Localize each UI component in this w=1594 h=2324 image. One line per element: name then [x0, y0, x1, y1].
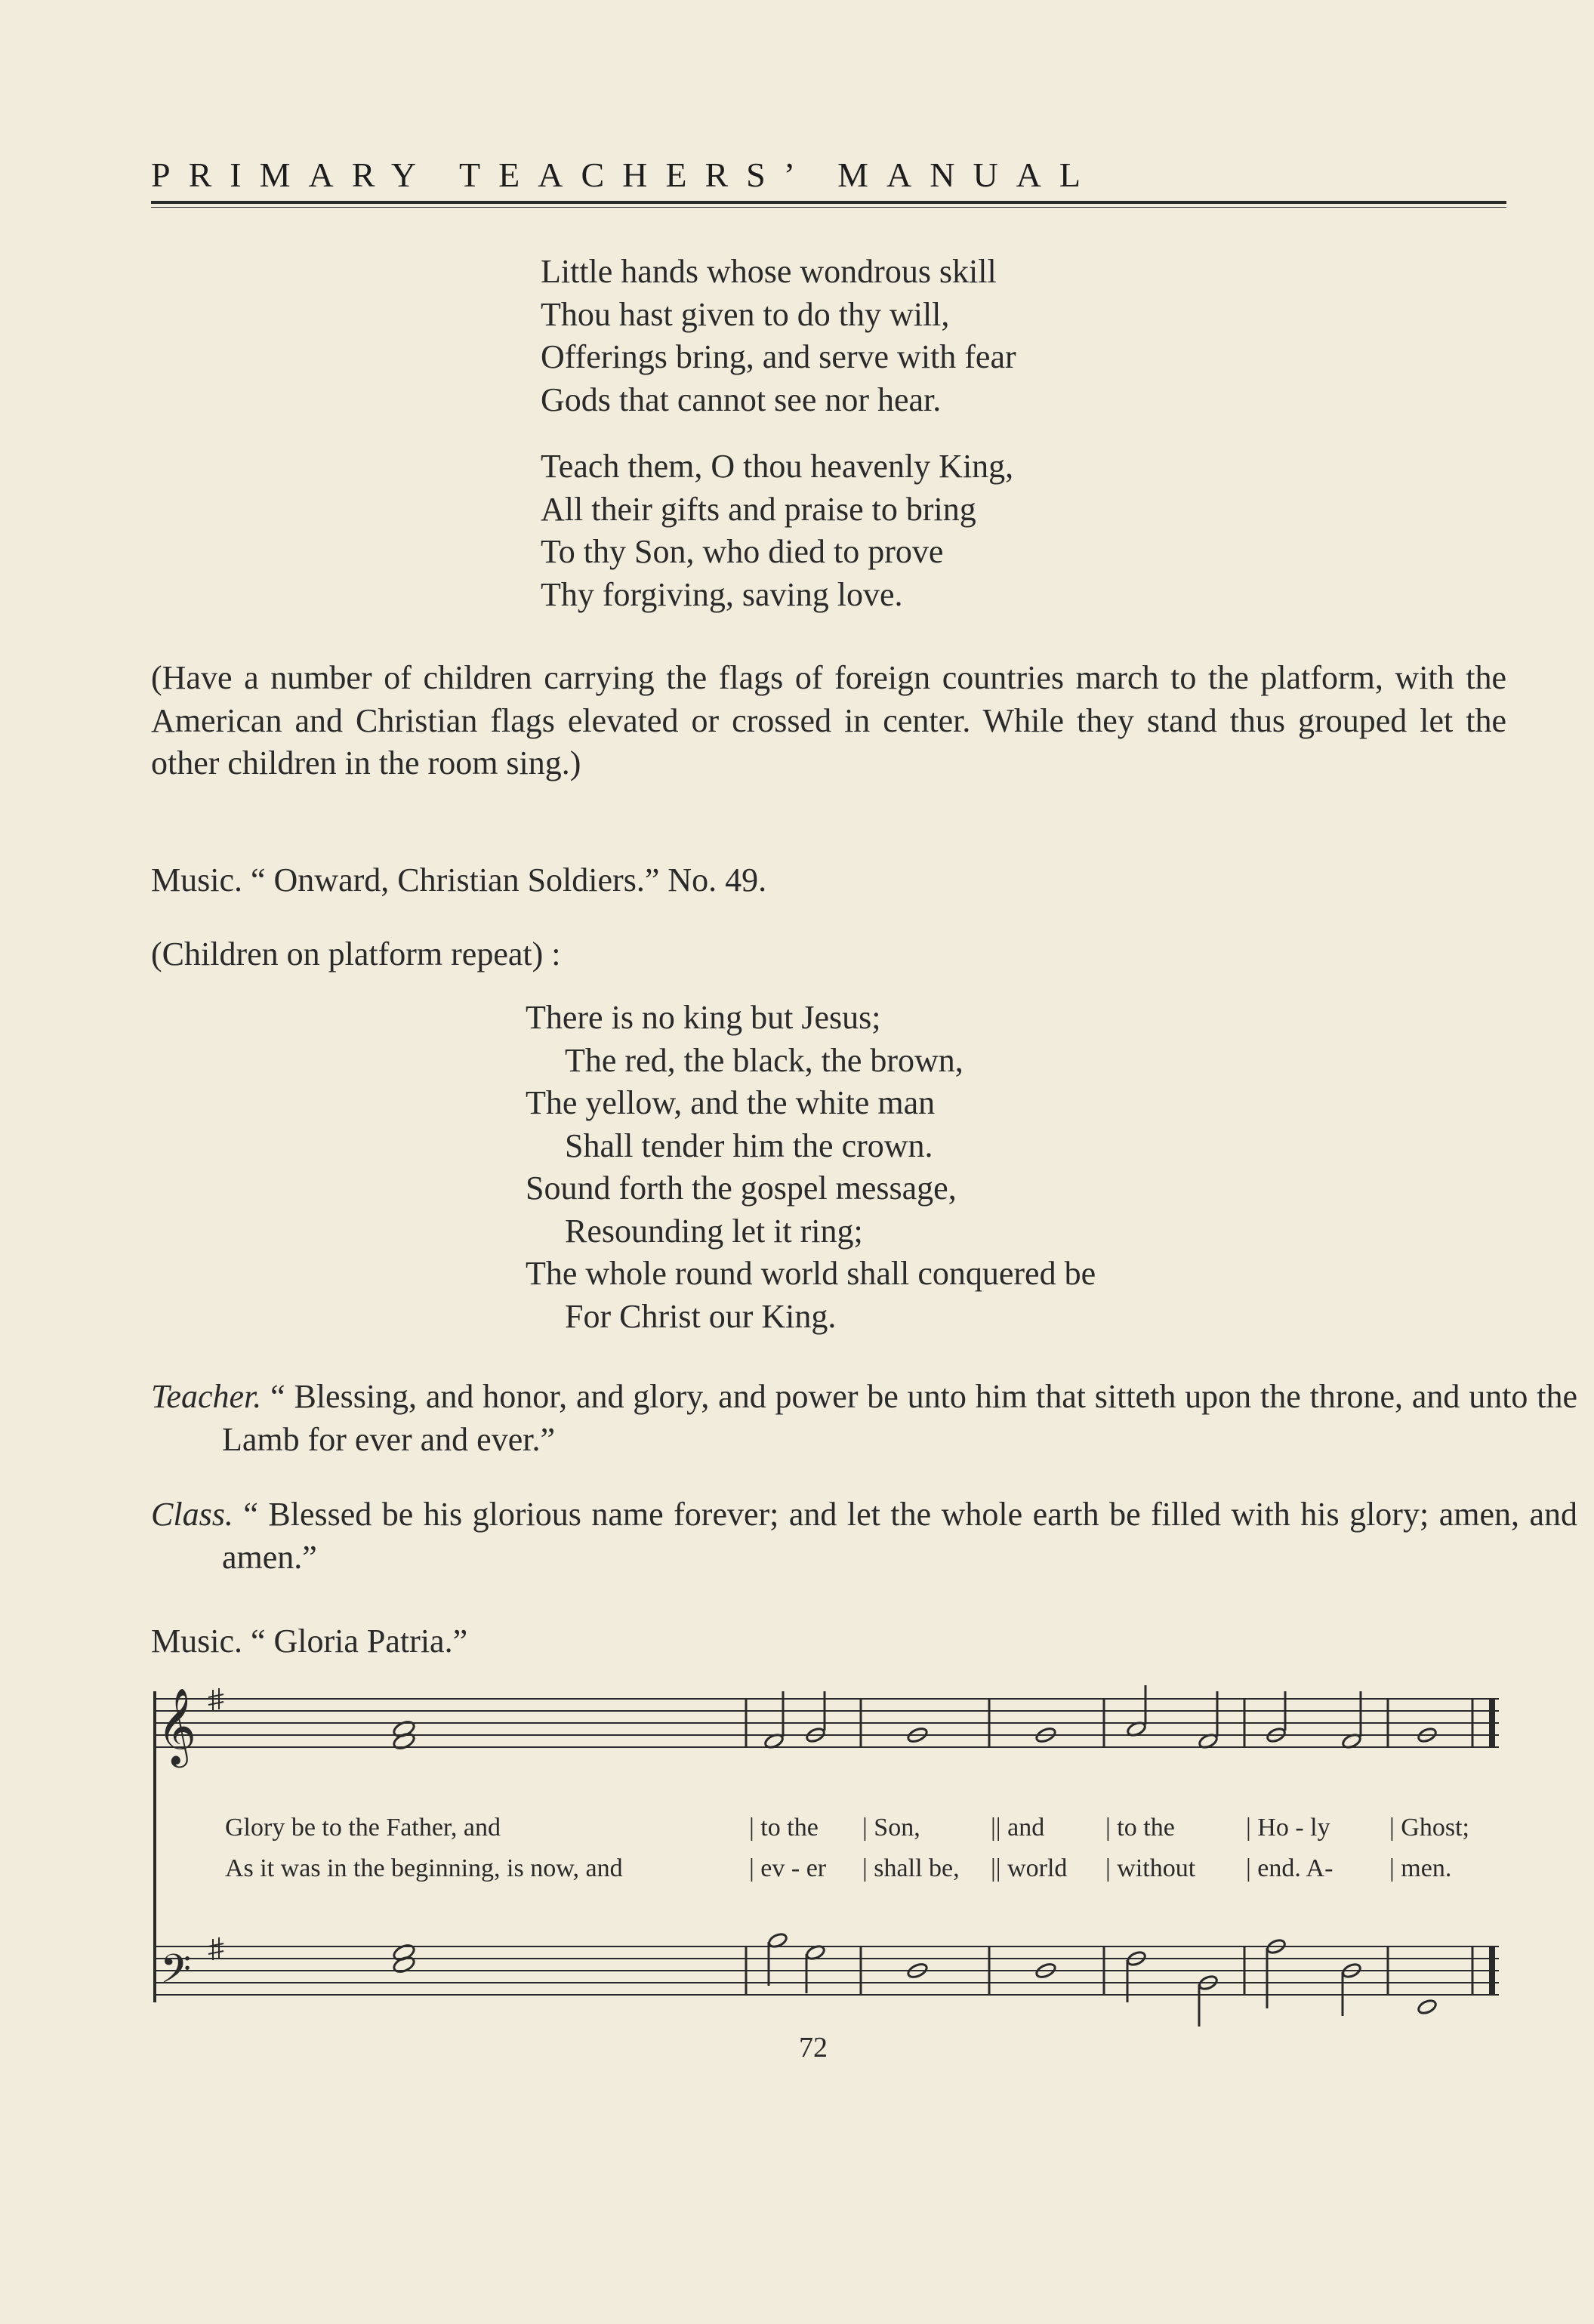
treble-clef-icon: 𝄞	[157, 1687, 197, 1765]
lyric-syllable: | men.	[1389, 1854, 1452, 1882]
lyric-syllable: | end. A-	[1246, 1854, 1333, 1882]
verse-line: Little hands whose wondrous skill	[541, 253, 997, 290]
lyric-syllable: | Ghost;	[1389, 1814, 1469, 1842]
music-onward: Music. “ Onward, Christian Soldiers.” No. 49.	[151, 861, 767, 898]
lyrics-line-1	[225, 1811, 1469, 1845]
verse-line: Gods that cannot see nor hear.	[541, 381, 942, 418]
bass-clef-icon: 𝄢	[160, 1946, 192, 2002]
lyric-syllable: | to the	[749, 1814, 819, 1842]
verse-line: The yellow, and the white man	[526, 1084, 936, 1121]
lyric-syllable: || world	[991, 1854, 1068, 1882]
response-text: “ Blessing, and honor, and glory, and power be unto him that sitteth upon the throne, and unto the Lamb for ever and ever.”	[222, 1378, 1578, 1458]
verse-line: The whole round world shall conquered be	[526, 1255, 1096, 1292]
verse-line: To thy Son, who died to prove	[541, 533, 944, 570]
treble-staff	[155, 1699, 1499, 1747]
verse-line: For Christ our King.	[565, 1297, 837, 1335]
verse-line: There is no king but Jesus;	[526, 999, 881, 1036]
page-number: 72	[799, 2032, 828, 2064]
speaker-label: Class.	[151, 1496, 233, 1533]
speaker-label: Teacher.	[151, 1378, 262, 1415]
verse-line: Thy forgiving, saving love.	[541, 575, 903, 613]
verse-line: Teach them, O thou heavenly King,	[541, 448, 1014, 485]
verse-line: Thou hast given to do thy will,	[541, 295, 950, 333]
bass-staff	[155, 1946, 1499, 1995]
treble-notes	[392, 1685, 1438, 1751]
verse-line: The red, the black, the brown,	[565, 1041, 963, 1079]
verse-line: Shall tender him the crown.	[565, 1127, 933, 1164]
response-text: “ Blessed be his glorious name forever; and let the whole earth be filled with his glory; amen, and amen.”	[222, 1496, 1578, 1576]
verse-line: Resounding let it ring;	[565, 1212, 863, 1250]
key-signature	[208, 1688, 224, 1960]
verse-line: All their gifts and praise to bring	[541, 490, 976, 528]
lyric-syllable: | Son,	[862, 1814, 920, 1842]
running-header: PRIMARY TEACHERS’ MANUAL	[151, 156, 1099, 194]
lyric-syllable: As it was in the beginning, is now, and	[225, 1854, 623, 1882]
stage-direction-flags: (Have a number of children carrying the flags of foreign countries march to the platform, with the American and Christian flags elevated or crossed in center. While they stand thus grouped let the other children in the room sing.)	[151, 659, 1506, 781]
lyric-syllable: | ev - er	[749, 1854, 827, 1882]
verse-line: Offerings bring, and serve with fear	[541, 338, 1016, 375]
lyric-syllable: Glory be to the Father, and	[225, 1814, 501, 1842]
lyric-syllable: | without	[1105, 1854, 1196, 1882]
lyric-syllable: | Ho - ly	[1246, 1814, 1330, 1842]
lyric-syllable: | to the	[1105, 1814, 1175, 1842]
verse-line: Sound forth the gospel message,	[526, 1170, 957, 1207]
lyrics-line-2	[225, 1851, 1451, 1886]
lyric-syllable: | shall be,	[862, 1854, 960, 1882]
music-gloria: Music. “ Gloria Patria.”	[151, 1623, 468, 1660]
lyric-syllable: || and	[991, 1814, 1045, 1842]
stage-direction-repeat: (Children on platform repeat) :	[151, 935, 561, 972]
